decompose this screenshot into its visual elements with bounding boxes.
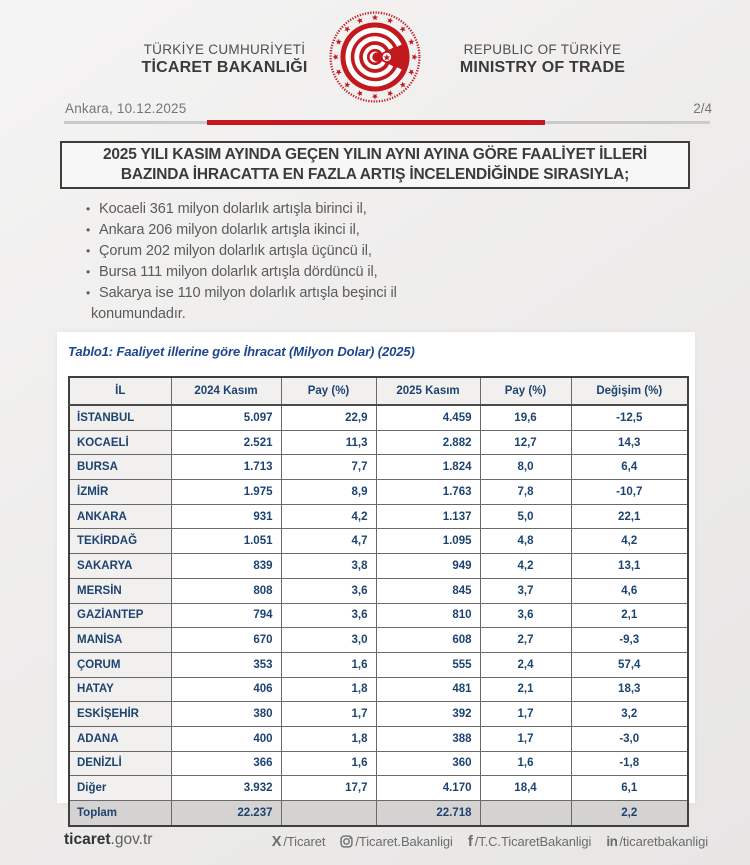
province-cell: SAKARYA	[69, 554, 171, 579]
value-cell: 670	[171, 628, 281, 653]
column-header: Pay (%)	[281, 377, 376, 405]
value-cell: 2.882	[376, 430, 480, 455]
table-total-row	[69, 801, 688, 826]
value-cell: 7,7	[281, 455, 376, 480]
social-handle: /Ticaret	[283, 834, 326, 849]
value-cell: 5.097	[171, 405, 281, 430]
value-cell: 400	[171, 726, 281, 751]
org-left-line1: TÜRKİYE CUMHURİYETİ	[143, 42, 306, 57]
total-value-cell	[480, 801, 571, 826]
table-body	[69, 405, 688, 826]
value-cell: 12,7	[480, 430, 571, 455]
value-cell: 1.051	[171, 529, 281, 554]
value-cell: 6,1	[571, 776, 688, 801]
value-cell: 1.137	[376, 504, 480, 529]
website-bold: ticaret	[64, 831, 111, 848]
social-link-x-twitter[interactable]	[272, 834, 326, 850]
province-cell: ANKARA	[69, 504, 171, 529]
value-cell: 931	[171, 504, 281, 529]
province-cell: İZMİR	[69, 480, 171, 505]
value-cell: 794	[171, 603, 281, 628]
value-cell: 4,2	[281, 504, 376, 529]
value-cell: 555	[376, 652, 480, 677]
value-cell: 3,2	[571, 702, 688, 727]
table-row	[69, 677, 688, 702]
org-name-english	[435, 42, 650, 77]
bullet-item: • Sakarya ise 110 milyon dolarlık artışla beşinci il	[84, 283, 624, 304]
table-title: Tablo1: Faaliyet illerine göre İhracat (Milyon Dolar) (2025)	[68, 344, 415, 359]
value-cell: 1.095	[376, 529, 480, 554]
value-cell: 2,1	[480, 677, 571, 702]
value-cell: 1,8	[281, 677, 376, 702]
header-divider-red-segment	[207, 120, 545, 125]
value-cell: 1,6	[281, 751, 376, 776]
value-cell: 13,1	[571, 554, 688, 579]
table-header	[69, 377, 688, 405]
highlight-bullets	[84, 199, 624, 325]
value-cell: 839	[171, 554, 281, 579]
headline-line2: BAZINDA İHRACATTA EN FAZLA ARTIŞ İNCELENDİĞİNDE SIRASIYLA;	[120, 166, 630, 183]
table-row	[69, 628, 688, 653]
value-cell: 1.763	[376, 480, 480, 505]
value-cell: 1.824	[376, 455, 480, 480]
total-value-cell: 22.718	[376, 801, 480, 826]
linkedin-icon: in	[606, 834, 618, 849]
value-cell: 2,1	[571, 603, 688, 628]
value-cell: 7,8	[480, 480, 571, 505]
table-row	[69, 726, 688, 751]
value-cell: 1,7	[480, 726, 571, 751]
value-cell: 4,2	[571, 529, 688, 554]
table-row	[69, 751, 688, 776]
value-cell: 17,7	[281, 776, 376, 801]
value-cell: 2,7	[480, 628, 571, 653]
total-label-cell: Toplam	[69, 801, 171, 826]
social-handle: /T.C.TicaretBakanligi	[474, 834, 592, 849]
value-cell: 3,6	[281, 603, 376, 628]
table-row	[69, 578, 688, 603]
province-cell: İSTANBUL	[69, 405, 171, 430]
column-header: İL	[69, 377, 171, 405]
province-cell: DENİZLİ	[69, 751, 171, 776]
value-cell: 11,3	[281, 430, 376, 455]
bullet-item: • Kocaeli 361 milyon dolarlık artışla birinci il,	[84, 199, 624, 220]
page-indicator: 2/4	[693, 101, 712, 116]
exports-by-province-table	[68, 376, 689, 827]
social-link-instagram[interactable]	[340, 834, 452, 849]
table-row	[69, 554, 688, 579]
column-header: 2025 Kasım	[376, 377, 480, 405]
total-value-cell	[281, 801, 376, 826]
value-cell: 8,9	[281, 480, 376, 505]
province-cell: TEKİRDAĞ	[69, 529, 171, 554]
province-cell: ADANA	[69, 726, 171, 751]
table-row	[69, 405, 688, 430]
bullet-item: • Ankara 206 milyon dolarlık artışla ikinci il,	[84, 220, 624, 241]
value-cell: 608	[376, 628, 480, 653]
value-cell: 4.459	[376, 405, 480, 430]
value-cell: 1,6	[281, 652, 376, 677]
table-row	[69, 652, 688, 677]
province-cell: BURSA	[69, 455, 171, 480]
social-link-linkedin[interactable]	[606, 834, 708, 849]
value-cell: 4,2	[480, 554, 571, 579]
province-cell: Diğer	[69, 776, 171, 801]
value-cell: 1,7	[281, 702, 376, 727]
table-row	[69, 603, 688, 628]
value-cell: -10,7	[571, 480, 688, 505]
headline-banner	[60, 141, 690, 189]
social-handle: /Ticaret.Bakanligi	[355, 834, 453, 849]
column-header: Değişim (%)	[571, 377, 688, 405]
value-cell: -9,3	[571, 628, 688, 653]
table-row	[69, 455, 688, 480]
value-cell: 1,6	[480, 751, 571, 776]
value-cell: -1,8	[571, 751, 688, 776]
value-cell: 4,7	[281, 529, 376, 554]
value-cell: 808	[171, 578, 281, 603]
value-cell: 4,6	[571, 578, 688, 603]
value-cell: 6,4	[571, 455, 688, 480]
facebook-icon: f	[467, 833, 473, 850]
table-row	[69, 480, 688, 505]
value-cell: 1,7	[480, 702, 571, 727]
province-cell: MERSİN	[69, 578, 171, 603]
province-cell: HATAY	[69, 677, 171, 702]
value-cell: 3,6	[480, 603, 571, 628]
value-cell: 8,0	[480, 455, 571, 480]
x-twitter-icon: X	[271, 833, 282, 850]
value-cell: 406	[171, 677, 281, 702]
value-cell: 18,3	[571, 677, 688, 702]
value-cell: -12,5	[571, 405, 688, 430]
value-cell: 5,0	[480, 504, 571, 529]
table-row	[69, 776, 688, 801]
table-row	[69, 430, 688, 455]
value-cell: 388	[376, 726, 480, 751]
total-value-cell: 2,2	[571, 801, 688, 826]
ministry-of-trade-logo-icon	[327, 9, 423, 105]
value-cell: 2.521	[171, 430, 281, 455]
social-links	[272, 833, 708, 850]
table-row	[69, 702, 688, 727]
table-row	[69, 504, 688, 529]
value-cell: 19,6	[480, 405, 571, 430]
logo-crescents	[340, 22, 409, 91]
social-link-facebook[interactable]	[468, 833, 592, 850]
bullet-item: • Çorum 202 milyon dolarlık artışla üçüncü il,	[84, 241, 624, 262]
value-cell: 949	[376, 554, 480, 579]
column-header: Pay (%)	[480, 377, 571, 405]
website-link[interactable]	[64, 831, 152, 849]
value-cell: 392	[376, 702, 480, 727]
bullet-continuation: konumundadır.	[91, 306, 186, 322]
province-cell: KOCAELİ	[69, 430, 171, 455]
value-cell: 22,9	[281, 405, 376, 430]
value-cell: 22,1	[571, 504, 688, 529]
value-cell: 366	[171, 751, 281, 776]
social-handle: /ticaretbakanligi	[619, 834, 708, 849]
value-cell: 14,3	[571, 430, 688, 455]
value-cell: 353	[171, 652, 281, 677]
org-right-line2: MINISTRY OF TRADE	[459, 59, 626, 76]
value-cell: 1.713	[171, 455, 281, 480]
org-right-line1: REPUBLIC OF TÜRKİYE	[463, 42, 622, 57]
value-cell: 1.975	[171, 480, 281, 505]
headline-line1: 2025 YILI KASIM AYINDA GEÇEN YILIN AYNI AYINA GÖRE FAALİYET İLLERİ	[102, 145, 648, 163]
value-cell: 360	[376, 751, 480, 776]
value-cell: 4,8	[480, 529, 571, 554]
column-header: 2024 Kasım	[171, 377, 281, 405]
value-cell: 2,4	[480, 652, 571, 677]
value-cell: 3.932	[171, 776, 281, 801]
value-cell: 3,0	[281, 628, 376, 653]
value-cell: 57,4	[571, 652, 688, 677]
province-cell: ÇORUM	[69, 652, 171, 677]
table-header-row	[69, 377, 688, 405]
total-value-cell: 22.237	[171, 801, 281, 826]
org-name-turkish	[117, 42, 332, 77]
value-cell: 3,7	[480, 578, 571, 603]
province-cell: ESKİŞEHİR	[69, 702, 171, 727]
province-cell: GAZİANTEP	[69, 603, 171, 628]
value-cell: 380	[171, 702, 281, 727]
website-rest: .gov.tr	[110, 831, 153, 848]
value-cell: 810	[376, 603, 480, 628]
value-cell: -3,0	[571, 726, 688, 751]
value-cell: 3,8	[281, 554, 376, 579]
value-cell: 18,4	[480, 776, 571, 801]
dateline: Ankara, 10.12.2025	[65, 101, 187, 116]
value-cell: 3,6	[281, 578, 376, 603]
value-cell: 845	[376, 578, 480, 603]
instagram-icon	[340, 835, 353, 848]
province-cell: MANİSA	[69, 628, 171, 653]
value-cell: 4.170	[376, 776, 480, 801]
org-left-line2: TİCARET BAKANLIĞI	[141, 59, 308, 76]
bullet-item: • Bursa 111 milyon dolarlık artışla dördüncü il,	[84, 262, 624, 283]
value-cell: 481	[376, 677, 480, 702]
value-cell: 1,8	[281, 726, 376, 751]
table-row	[69, 529, 688, 554]
